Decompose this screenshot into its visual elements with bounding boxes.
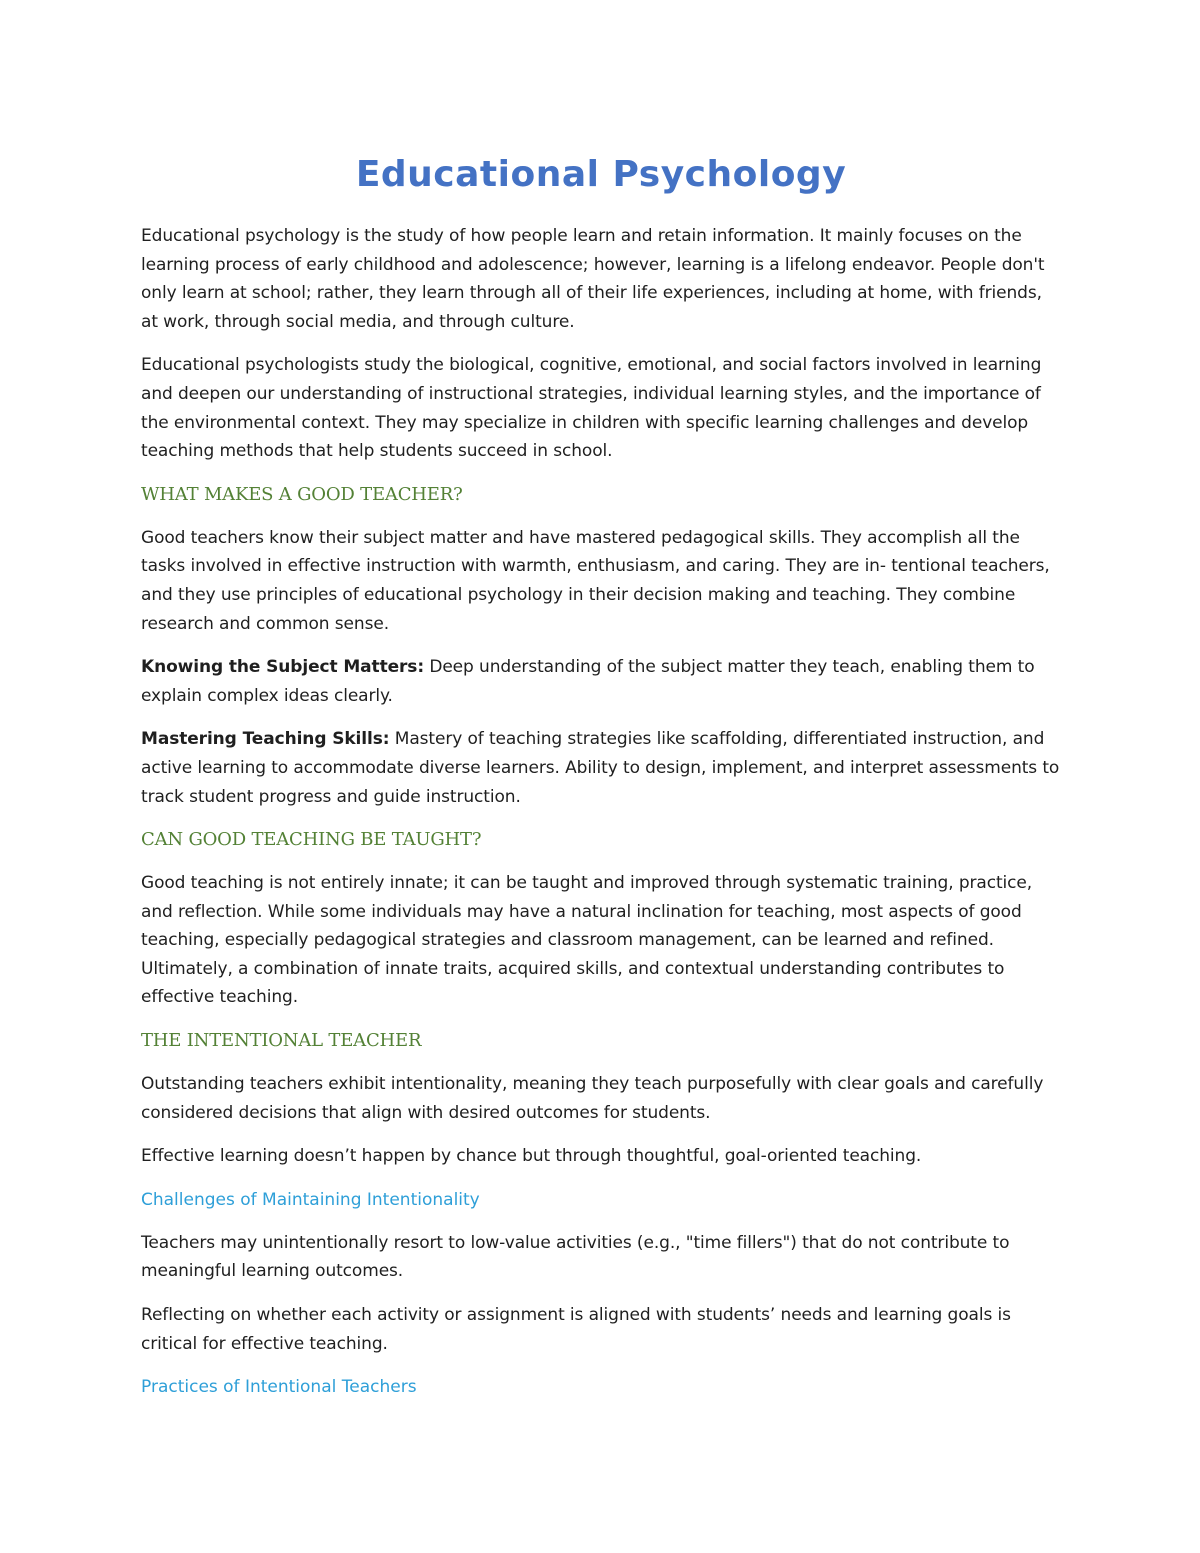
document-content — [141, 148, 1061, 1416]
intro-paragraph-2: Educational psychologists study the biological, cognitive, emotional, and social factors involved in learning and deepen our understanding of instructional strategies, individual learning styles, and the importance of the environmental context. They may specialize in children with specific learning challenges and develop teaching methods that help students succeed in school. — [141, 355, 1042, 462]
subheading-challenges: Challenges of Maintaining Intentionality — [141, 1189, 480, 1210]
teaching-skills-item — [141, 725, 1061, 811]
section-heading-intentional-teacher: THE INTENTIONAL TEACHER — [141, 1030, 422, 1052]
good-teacher-paragraph: Good teachers know their subject matter and have mastered pedagogical skills. They accomplish all the tasks involved in effective instruction with warmth, enthusiasm, and caring. They are in- tentional teachers, and they use principles of educational psychology in their decision making and teaching. They combine research and common sense. — [141, 527, 1050, 634]
challenges-paragraph-1: Teachers may unintentionally resort to low-value activities (e.g., "time fillers") that do not contribute to meaningful learning outcomes. — [141, 1232, 1010, 1282]
challenges-paragraph-2: Reflecting on whether each activity or assignment is aligned with students’ needs and learning goals is critical for effective teaching. — [141, 1305, 1011, 1354]
intro-paragraph-1: Educational psychology is the study of how people learn and retain information. It mainly focuses on the learning process of early childhood and adolescence; however, learning is a lifelong endeavor. People don't only learn at school; rather, they learn through all of their life experiences, including at home, with friends, at work, through social media, and through culture. — [141, 226, 1045, 332]
subject-matter-text: Deep understanding of the subject matter they teach, enabling them to explain complex ideas clearly. — [141, 657, 1035, 706]
intentional-paragraph-2: Effective learning doesn’t happen by chance but through thoughtful, goal-oriented teaching. — [141, 1146, 922, 1167]
taught-paragraph: Good teaching is not entirely innate; it can be taught and improved through systematic training, practice, and reflection. While some individuals may have a natural inclination for teaching, most aspects of good teaching, especially pedagogical strategies and classroom management, can be learned and refined. Ultimately, a combination of innate traits, acquired skills, and contextual understanding contributes to effective teaching. — [141, 873, 1033, 1008]
section-heading-taught: CAN GOOD TEACHING BE TAUGHT? — [141, 829, 482, 851]
intentional-paragraph-1: Outstanding teachers exhibit intentionality, meaning they teach purposefully with clear goals and carefully considered decisions that align with desired outcomes for students. — [141, 1074, 1044, 1123]
subject-matter-item — [141, 653, 1061, 710]
subject-matter-label: Knowing the Subject Matters: — [141, 657, 425, 678]
document-title: Educational Psychology — [355, 154, 847, 195]
subheading-practices: Practices of Intentional Teachers — [141, 1377, 417, 1398]
teaching-skills-text: Mastery of teaching strategies like scaffolding, differentiated instruction, and active learning to accommodate diverse learners. Ability to design, implement, and interpret assessments to track student progress and guide instruction. — [141, 729, 1060, 807]
section-heading-good-teacher: WHAT MAKES A GOOD TEACHER? — [141, 483, 463, 505]
teaching-skills-label: Mastering Teaching Skills: — [141, 729, 390, 750]
